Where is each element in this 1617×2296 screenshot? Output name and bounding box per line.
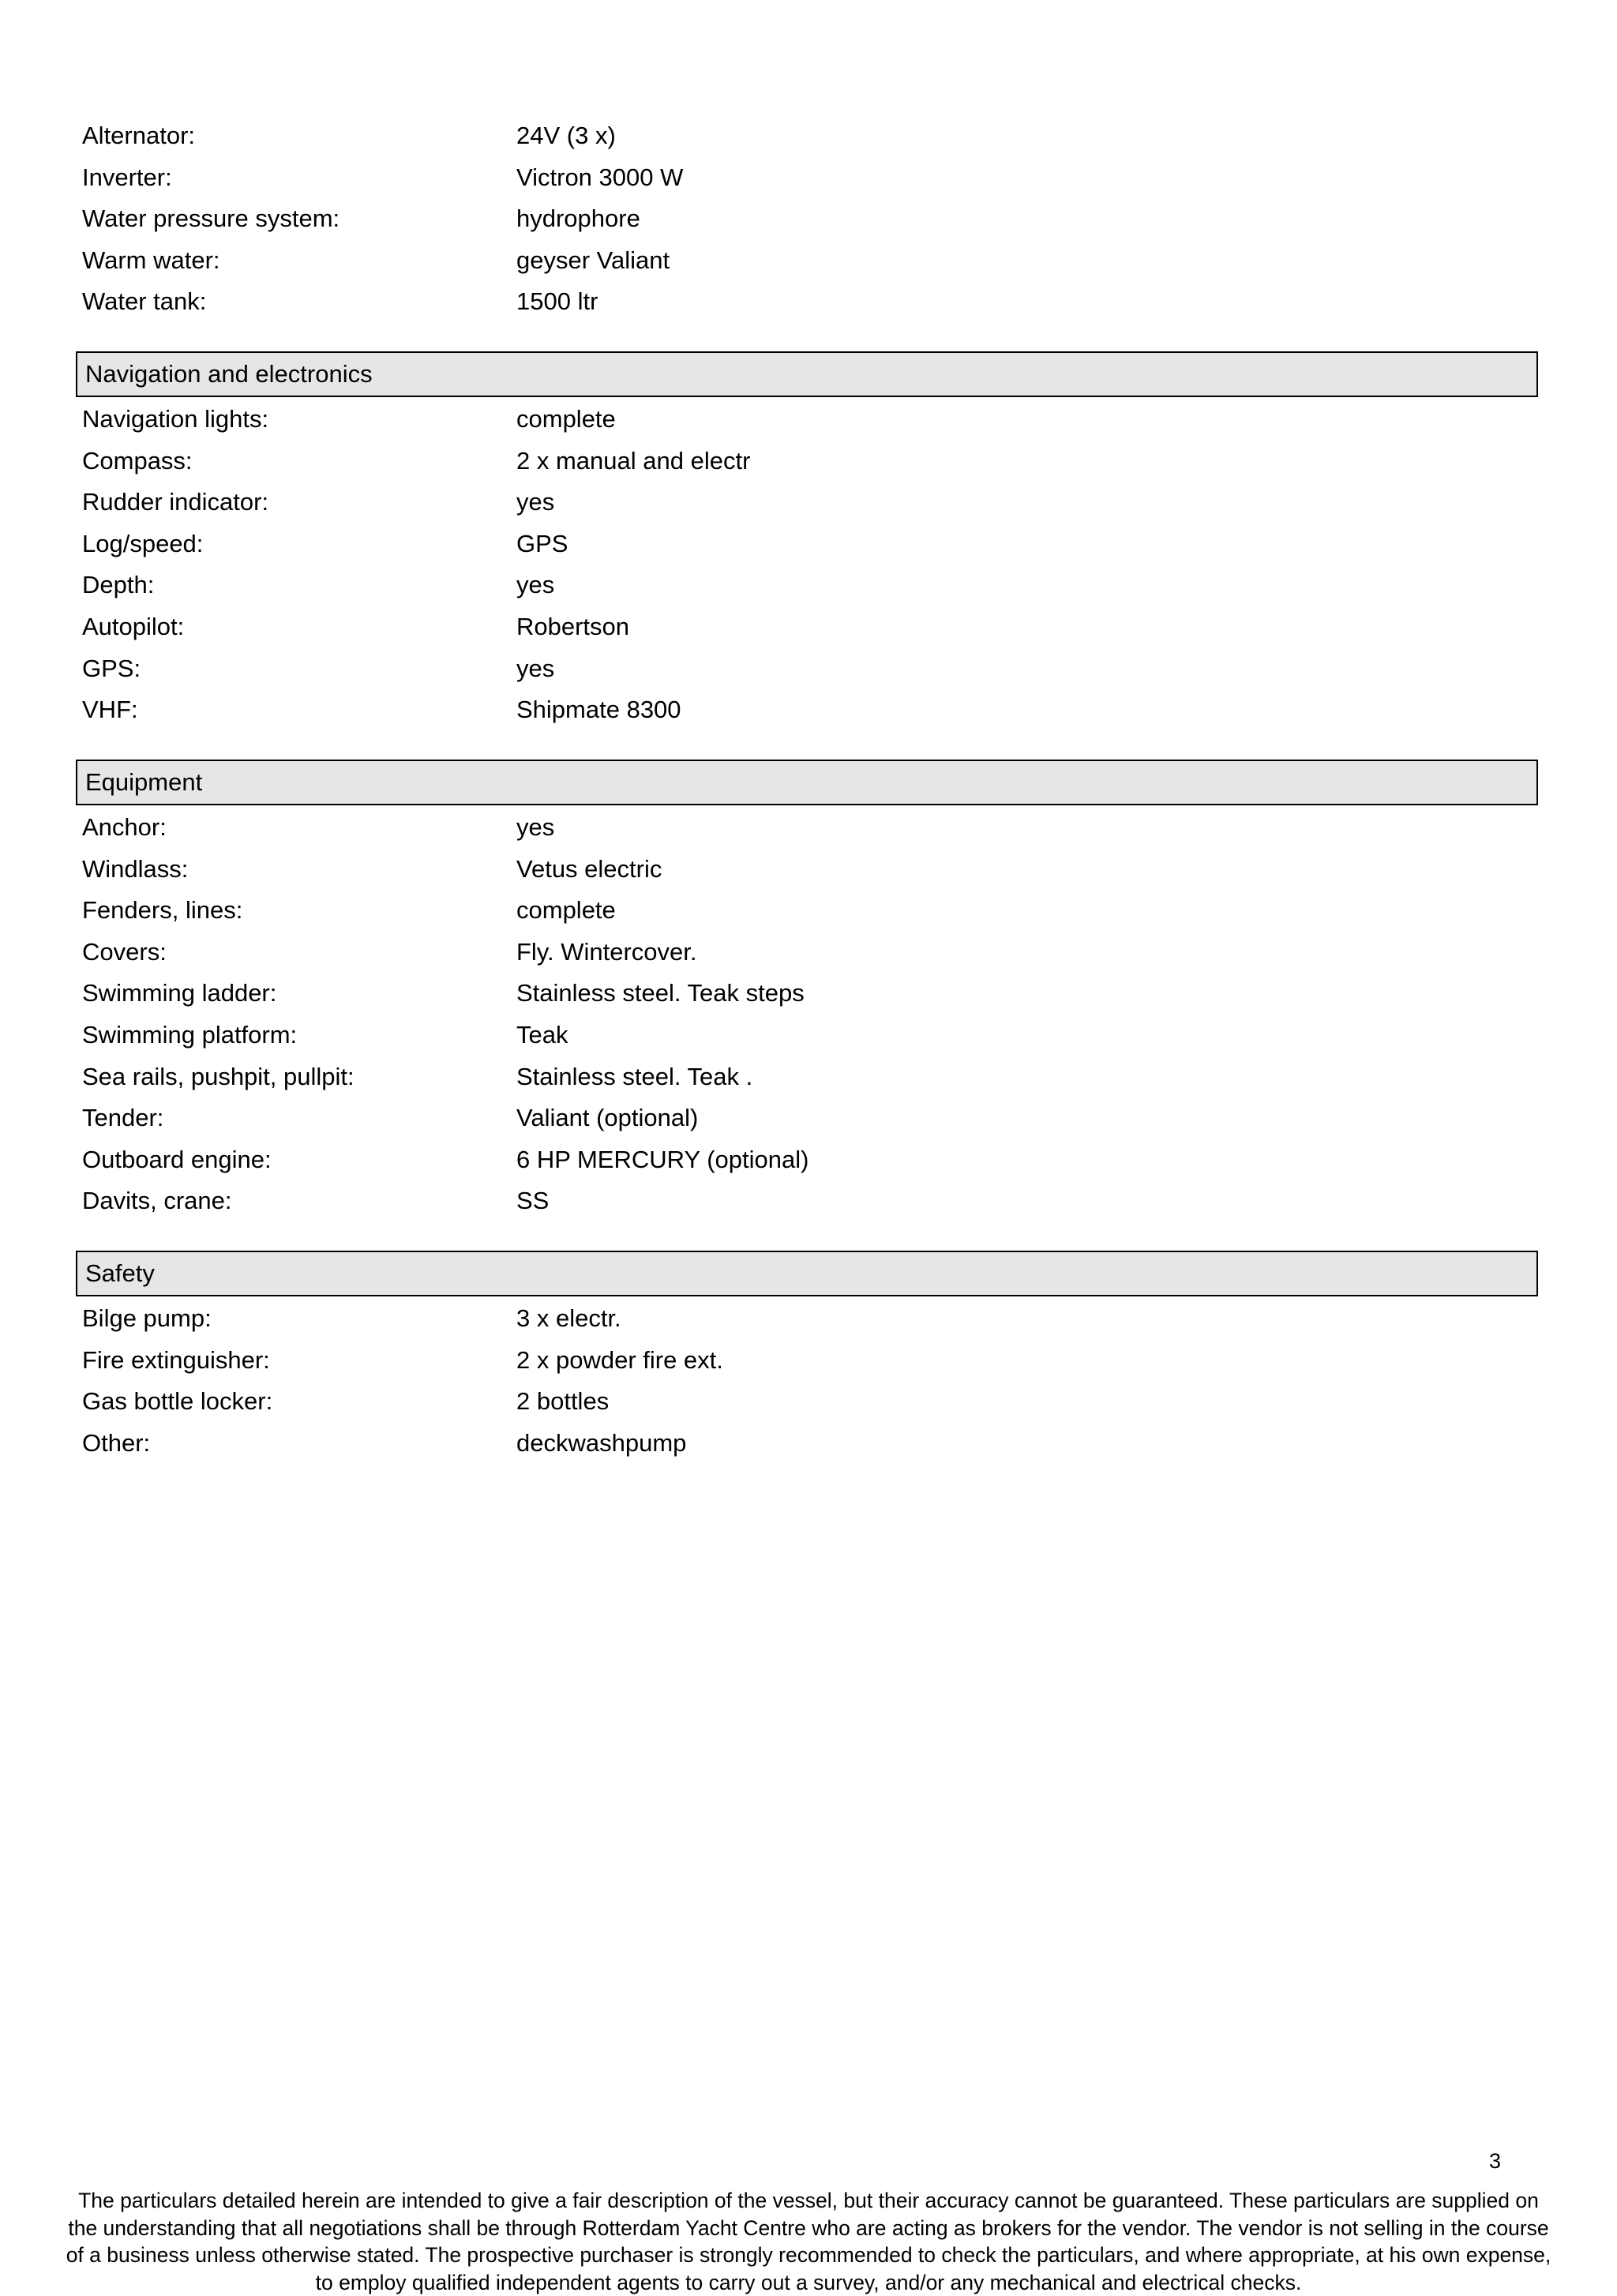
spec-value: 6 HP MERCURY (optional)	[516, 1145, 809, 1173]
spec-row	[82, 399, 1535, 441]
spec-label: Depth:	[82, 571, 155, 599]
spec-value: Stainless steel. Teak steps	[516, 979, 805, 1007]
spec-row	[82, 689, 1535, 731]
spec-value: geyser Valiant	[516, 246, 670, 274]
spec-row	[82, 890, 1535, 932]
spec-row	[82, 1381, 1535, 1423]
spec-label: GPS:	[82, 654, 141, 682]
spec-label: Alternator:	[82, 122, 196, 149]
spec-label: Davits, crane:	[82, 1187, 232, 1215]
spec-row	[82, 648, 1535, 690]
spec-row	[82, 1139, 1535, 1181]
spec-row	[82, 1015, 1535, 1056]
spec-row	[82, 1423, 1535, 1465]
section-header-navigation: Navigation and electronics	[76, 351, 1538, 397]
safety-spec-list	[82, 1298, 1535, 1464]
spec-value: 2 bottles	[516, 1387, 610, 1416]
spec-row	[82, 1180, 1535, 1222]
disclaimer-text: The particulars detailed herein are intended to give a fair description of the vessel, but their accuracy cannot be guaranteed. These particulars are supplied on the understanding that all negotiations shall be through Rotterdam Yacht Centre who are acting as brokers for the vendor. The vendor is not selling in the course of a business unless otherwise stated. The prospective purchaser is strongly recommended to check the particulars, and where appropriate, at his own expense, to employ qualified independent agents to carry out a survey, and/or any mechanical and electrical checks.	[66, 2189, 1551, 2294]
section-header-safety: Safety	[76, 1251, 1538, 1296]
spec-value: Robertson	[516, 612, 630, 640]
spec-value: Shipmate 8300	[516, 696, 681, 724]
general-spec-list	[82, 115, 1535, 323]
spec-row	[82, 849, 1535, 891]
spec-label: Autopilot:	[82, 612, 185, 640]
spec-value: yes	[516, 488, 555, 516]
spec-value: yes	[516, 654, 555, 682]
spec-row	[82, 157, 1535, 199]
spec-row	[82, 1056, 1535, 1098]
spec-label: Swimming platform:	[82, 1020, 298, 1049]
spec-label: Outboard engine:	[82, 1145, 272, 1173]
spec-value: deckwashpump	[516, 1428, 687, 1457]
navigation-spec-list	[82, 399, 1535, 731]
spec-label: Fire extinguisher:	[82, 1345, 270, 1374]
spec-value: 2 x manual and electr	[516, 446, 751, 475]
page-number: 3	[1489, 2149, 1502, 2173]
spec-row	[82, 932, 1535, 974]
spec-label: Compass:	[82, 446, 193, 475]
spec-value: SS	[516, 1187, 550, 1215]
spec-value: Vetus electric	[516, 854, 662, 883]
spec-row	[82, 441, 1535, 482]
spec-value: 24V (3 x)	[516, 122, 616, 149]
spec-label: Navigation lights:	[82, 405, 269, 433]
spec-label: Rudder indicator:	[82, 488, 269, 516]
spec-value: 2 x powder fire ext.	[516, 1345, 723, 1374]
spec-label: Fenders, lines:	[82, 896, 243, 925]
spec-label: Covers:	[82, 937, 167, 966]
spec-label: VHF:	[82, 696, 138, 724]
spec-label: Gas bottle locker:	[82, 1387, 273, 1416]
spec-value: yes	[516, 571, 555, 599]
spec-value: Fly. Wintercover.	[516, 937, 697, 966]
spec-label: Swimming ladder:	[82, 979, 277, 1007]
spec-label: Warm water:	[82, 246, 220, 274]
spec-label: Water tank:	[82, 287, 207, 316]
spec-label: Anchor:	[82, 813, 167, 841]
spec-value: Valiant (optional)	[516, 1104, 699, 1132]
spec-value: Victron 3000 W	[516, 163, 684, 191]
spec-value: 3 x electr.	[516, 1304, 621, 1332]
spec-label: Bilge pump:	[82, 1304, 212, 1332]
spec-value: 1500 ltr	[516, 287, 598, 316]
spec-row	[82, 482, 1535, 523]
spec-row	[82, 1298, 1535, 1340]
spec-row	[82, 240, 1535, 282]
section-header-equipment: Equipment	[76, 760, 1538, 805]
spec-label: Inverter:	[82, 163, 172, 191]
spec-row	[82, 1097, 1535, 1139]
spec-label: Log/speed:	[82, 529, 204, 557]
spec-label: Water pressure system:	[82, 204, 340, 233]
spec-row	[82, 565, 1535, 606]
spec-value: yes	[516, 813, 555, 841]
spec-row	[82, 281, 1535, 323]
spec-label: Windlass:	[82, 854, 189, 883]
spec-value: complete	[516, 405, 616, 433]
spec-row	[82, 523, 1535, 565]
equipment-spec-list	[82, 807, 1535, 1222]
spec-row	[82, 807, 1535, 849]
spec-row	[82, 606, 1535, 648]
spec-row	[82, 1340, 1535, 1382]
spec-value: GPS	[516, 529, 568, 557]
spec-label: Sea rails, pushpit, pullpit:	[82, 1062, 355, 1090]
spec-value: Stainless steel. Teak .	[516, 1062, 753, 1090]
spec-label: Other:	[82, 1428, 151, 1457]
spec-value: hydrophore	[516, 204, 640, 233]
spec-row	[82, 115, 1535, 157]
spec-value: complete	[516, 896, 616, 925]
spec-label: Tender:	[82, 1104, 164, 1132]
spec-row	[82, 198, 1535, 240]
spec-row	[82, 973, 1535, 1015]
spec-value: Teak	[516, 1020, 568, 1049]
